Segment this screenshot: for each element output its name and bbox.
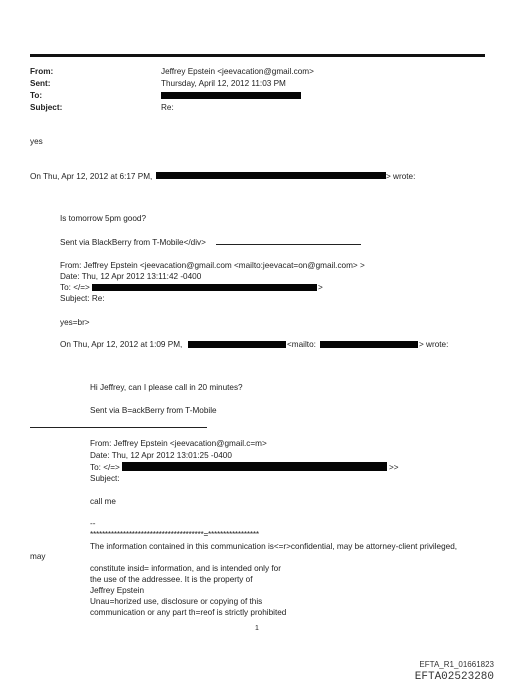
fwd2-date: Date: Thu, 12 Apr 2012 13:01:25 -0400: [90, 451, 232, 460]
fwd1-to-end: >: [318, 283, 323, 292]
separator-line-2: [30, 427, 207, 428]
fwd1-from: From: Jeffrey Epstein <jeevacation@gmail.com <mailto:jeevacat=on@gmail.com> >: [60, 261, 365, 270]
redaction-fwd2-to: [122, 462, 387, 471]
disclaimer-line-1: The information contained in this communication is<=r>confidential, may be attorney-client privileged,: [90, 542, 458, 551]
disclaimer-line-2: constitute insid= information, and is intended only for: [90, 564, 281, 573]
bates-id-1: EFTA_R1_01661823: [419, 660, 494, 669]
sent-value: Thursday, April 12, 2012 11:03 PM: [161, 79, 286, 88]
message1: Is tomorrow 5pm good?: [60, 214, 147, 223]
header-rule: [30, 54, 485, 57]
call-me: call me: [90, 497, 116, 506]
fwd2-subject: Subject:: [90, 474, 120, 483]
sent-via-2: Sent via B=ackBerry from T-Mobile: [90, 406, 217, 415]
quote1-intro: On Thu, Apr 12, 2012 at 6:17 PM,: [30, 172, 153, 181]
reply-text: yes: [30, 137, 43, 146]
bates-id-2: EFTA02523280: [414, 671, 494, 683]
disclaimer-may: may: [30, 552, 46, 561]
quote2-wrote: > wrote:: [419, 340, 449, 349]
subject-value: Re:: [161, 103, 174, 112]
disclaimer-line-3: the use of the addressee. It is the property of: [90, 575, 253, 584]
disclaimer-line-4: Jeffrey Epstein: [90, 586, 145, 595]
sent-label: Sent:: [30, 79, 51, 88]
fwd1-subject: Subject: Re:: [60, 294, 105, 303]
sent-via-1: Sent via BlackBerry from T-Mobile</div>: [60, 238, 206, 247]
fwd2-to-end: >>: [389, 463, 399, 472]
signature-dashes: --: [90, 519, 96, 528]
fwd1-date: Date: Thu, 12 Apr 2012 13:11:42 -0400: [60, 272, 202, 281]
yes-br: yes=br>: [60, 318, 90, 327]
redaction-to: [161, 92, 301, 99]
from-label: From:: [30, 67, 54, 76]
disclaimer-line-6: communication or any part th=reof is strictly prohibited: [90, 608, 287, 617]
quote2-intro: On Thu, Apr 12, 2012 at 1:09 PM,: [60, 340, 183, 349]
redaction-quote1: [156, 172, 386, 179]
fwd2-from: From: Jeffrey Epstein <jeevacation@gmail.c=m>: [90, 439, 267, 448]
fwd2-to: To: </=>: [90, 463, 120, 472]
asterisk-divider: **************************************=*****************: [90, 530, 259, 539]
redaction-quote2-email: [320, 341, 418, 348]
fwd1-to: To: </=>: [60, 283, 90, 292]
quote1-wrote: > wrote:: [386, 172, 416, 181]
message2: Hi Jeffrey, can I please call in 20 minutes?: [90, 383, 243, 392]
subject-label: Subject:: [30, 103, 63, 112]
page-number: 1: [255, 625, 259, 632]
from-value: Jeffrey Epstein <jeevacation@gmail.com>: [161, 67, 314, 76]
redaction-quote2-name: [188, 341, 286, 348]
to-label: To:: [30, 91, 43, 100]
disclaimer-line-5: Unau=horized use, disclosure or copying of this: [90, 597, 263, 606]
redaction-fwd1-to: [92, 284, 317, 291]
separator-line-1: [216, 244, 361, 245]
quote2-mailto: <mailto:: [287, 340, 316, 349]
